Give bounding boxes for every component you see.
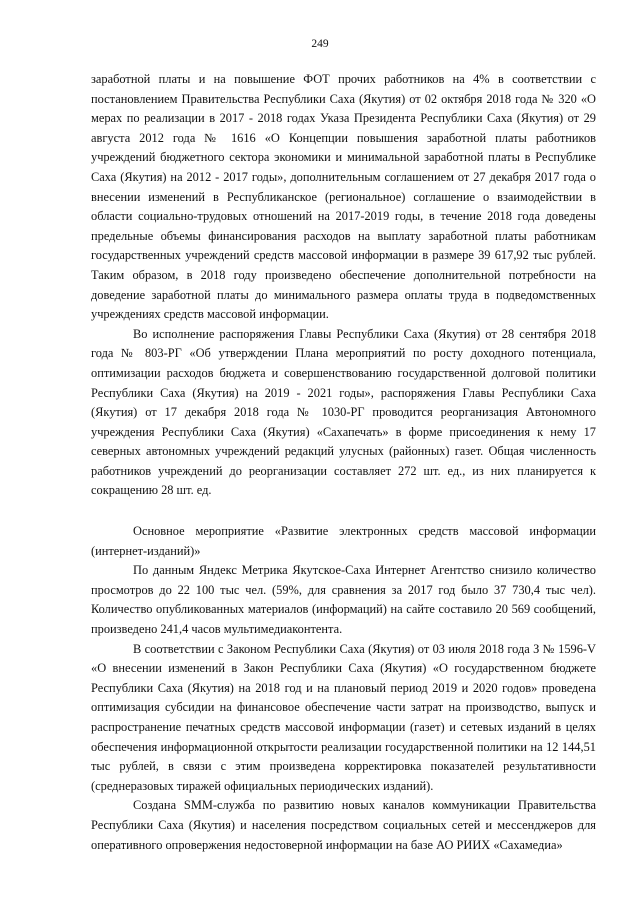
document-body <box>91 70 596 855</box>
paragraph-reorganization: Во исполнение распоряжения Главы Республики Саха (Якутия) от 28 сентября 2018 года № 803-РГ «Об утверждении Плана мероприятий по росту доходного потенциала, оптимизации расходов бюджета и совершенствованию государственной долговой политики Республики Саха (Якутия) на 2019 - 2021 годы», распоряжения Главы Республики Саха (Якутия) от 17 декабря 2018 года № 1030-РГ проводится реорганизация Автономного учреждения Республики Саха (Якутия) «Сахапечать» в форме присоединения к нему 17 северных автономных учреждений редакций улусных (районных) газет. Общая численность работников учреждений до реорганизации составляет 272 шт. ед., из них планируется к сокращению 28 шт. ед. <box>91 326 596 498</box>
section-spacer <box>91 501 596 522</box>
page-number: 249 <box>311 38 329 50</box>
paragraph-smm-service: Создана SMM-служба по развитию новых каналов коммуникации Правительства Республики Саха (Якутия) и населения посредством социальных сетей и мессенджеров для оперативного опровержения недостоверной информации на базе АО РИИХ «Сахамедиа» <box>91 798 596 852</box>
section-heading-electronic-media: Основное мероприятие «Развитие электронных средств массовой информации (интернет-изданий)» <box>91 524 596 558</box>
paragraph-wage-increase: заработной платы и на повышение ФОТ прочих работников на 4% в соответствии с постановлением Правительства Республики Саха (Якутия) от 02 октября 2018 года № 320 «О мерах по реализации в 2017 - 2018 годах Указа Президента Республики Саха (Якутия) от 29 августа 2012 года № 1616 «О Концепции повышения заработной платы работников учреждений бюджетного сектора экономики и минимальной заработной платы в Республике Саха (Якутия) на 2012 - 2017 годы», дополнительным соглашением от 27 декабря 2017 года о внесении изменений в Республиканское (региональное) соглашение о взаимодействии в области социально-трудовых отношений на 2017-2019 годы, в течение 2018 года доведены предельные объемы финансирования расходов на выплату заработной платы работникам государственных учреждений средств массовой информации в размере 39 617,92 тыс рублей. Таким образом, в 2018 году произведено обеспечение дополнительной потребности на доведение заработной платы до минимального размера оплаты труда в подведомственных учреждениях средств массовой информации. <box>91 72 596 322</box>
paragraph-yandex-metrics: По данным Яндекс Метрика Якутское-Саха Интернет Агентство снизило количество просмотров до 22 100 тыс чел. (59%, для сравнения за 2017 год было 37 730,4 тыс чел). Количество опубликованных материалов (информаций) на сайте составило 20 569 сообщений, произведено 241,4 часов мультимедиаконтента. <box>91 563 596 637</box>
paragraph-budget-law: В соответствии с Законом Республики Саха (Якутия) от 03 июля 2018 года З № 1596-V «О внесении изменений в Закон Республики Саха (Якутия) «О государственном бюджете Республики Саха (Якутия) на 2018 год и на плановый период 2019 и 2020 годов» проведена оптимизация субсидии на финансовое обеспечение части затрат на производство, выпуск и распространение печатных средств массовой информации (газет) и сетевых изданий в целях обеспечения информационной открытости реализации государственной политики на 12 144,51 тыс рублей, в связи с этим произведена корректировка показателей результативности (среднеразовых тиражей официальных периодических изданий). <box>91 641 596 793</box>
